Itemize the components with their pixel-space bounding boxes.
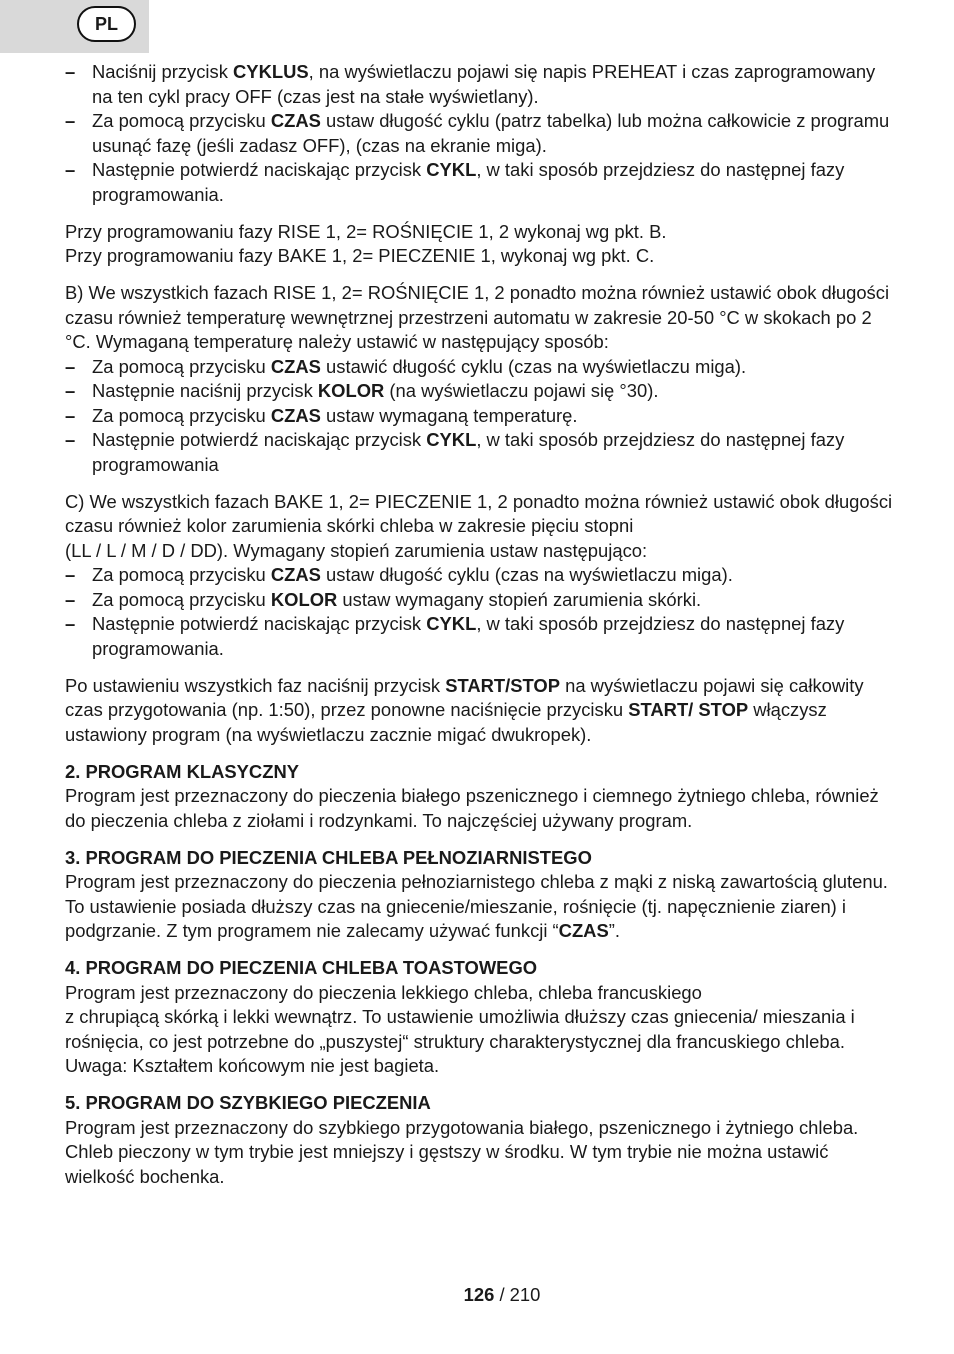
program-3-text: Program jest przeznaczony do pieczenia pełnoziarnistego chleba z mąki z niską zawartością glutenu. To ustawienie posiada dłuższy czas na gniecenie/mieszanie, rośnięcie (tj. napęcznienie ziaren) i podgrzanie. Z tym programem nie zalecamy używać funkcji “CZAS”. bbox=[65, 871, 888, 941]
program-2-text: Program jest przeznaczony do pieczenia białego pszenicznego i ciemnego żytniego chleba, również do pieczenia chleba z ziołami i rodzynkami. To najczęściej używany program. bbox=[65, 785, 879, 831]
list-item: – Za pomocą przycisku KOLOR ustaw wymagany stopień zarumienia skórki. bbox=[65, 588, 895, 613]
list-item: – Następnie potwierdź naciskając przycisk CYKL, w taki sposób przejdziesz do następnej fazy programowania bbox=[65, 428, 895, 477]
language-tab bbox=[0, 0, 149, 53]
list-item: – Następnie potwierdź naciskając przycisk CYKL, w taki sposób przejdziesz do następnej fazy programowania. bbox=[65, 612, 895, 661]
section-b-list bbox=[65, 355, 895, 478]
language-badge: PL bbox=[77, 6, 136, 42]
list-item: – Za pomocą przycisku CZAS ustaw długość cyklu (czas na wyświetlaczu miga). bbox=[65, 563, 895, 588]
list-a bbox=[65, 60, 895, 207]
list-item: – Następnie potwierdź naciskając przycisk CYKL, w taki sposób przejdziesz do następnej fazy programowania. bbox=[65, 158, 895, 207]
section-c-list bbox=[65, 563, 895, 661]
current-page: 126 bbox=[463, 1284, 495, 1305]
program-4-heading: 4. PROGRAM DO PIECZENIA CHLEBA TOASTOWEGO bbox=[65, 957, 538, 978]
list-item: – Naciśnij przycisk CYKLUS, na wyświetlaczu pojawi się napis PREHEAT i czas zaprogramowany na ten cykl pracy OFF (czas jest na stałe wyświetlany). bbox=[65, 60, 895, 109]
start-stop-paragraph: Po ustawieniu wszystkich faz naciśnij przycisk START/STOP na wyświetlaczu pojawi się całkowity czas przygotowania (np. 1:50), przez ponowne naciśnięcie przycisku START/ STOP włączysz ustawiony program (na wyświetlaczu zacznie migać dwukropek). bbox=[65, 674, 864, 745]
program-4-text-line1: Program jest przeznaczony do pieczenia lekkiego chleba, chleba francuskiego bbox=[65, 981, 702, 1003]
program-5-heading: 5. PROGRAM DO SZYBKIEGO PIECZENIA bbox=[65, 1092, 431, 1113]
total-pages: / 210 bbox=[499, 1284, 541, 1305]
section-b-intro: B) We wszystkich fazach RISE 1, 2= ROŚNIĘCIE 1, 2 ponadto można również ustawić obok długości czasu również temperaturę wewnętrznej przestrzeni automatu w zakresie 20-50 °C w skokach po 2 °C. Wymaganą temperaturę należy ustawić w następujący sposób: bbox=[65, 282, 890, 352]
page-number bbox=[0, 1283, 954, 1308]
program-3-heading: 3. PROGRAM DO PIECZENIA CHLEBA PEŁNOZIARNISTEGO bbox=[65, 846, 592, 868]
page-content bbox=[65, 60, 895, 1189]
program-2-heading: 2. PROGRAM KLASYCZNY bbox=[65, 760, 299, 782]
list-item: – Za pomocą przycisku CZAS ustaw wymaganą temperaturę. bbox=[65, 404, 895, 429]
list-item: – Za pomocą przycisku CZAS ustaw długość cyklu (patrz tabelka) lub można całkowicie z programu usunąć fazę (jeśli zadasz OFF), (czas na ekranie miga). bbox=[65, 109, 895, 158]
list-item: – Za pomocą przycisku CZAS ustawić długość cyklu (czas na wyświetlaczu miga). bbox=[65, 355, 895, 380]
program-5-text: Program jest przeznaczony do szybkiego przygotowania białego, pszenicznego i żytniego chleba. Chleb pieczony w tym trybie jest mniejszy i gęstszy w środku. W tym trybie nie można ustawić wielkość bochenka. bbox=[65, 1116, 859, 1187]
section-c-intro: C) We wszystkich fazach BAKE 1, 2= PIECZENIE 1, 2 ponadto można również ustawić obok długości czasu również kolor zarumienia skórki chleba w zakresie pięciu stopni bbox=[65, 490, 893, 536]
section-c-intro-range: (LL / L / M / D / DD). Wymagany stopień zarumienia ustaw następująco: bbox=[65, 539, 648, 561]
program-4-text: z chrupiącą skórką i lekki wewnątrz. To ustawienie umożliwia dłuższy czas gniecenia/ mieszania i rośnięcia, co jest potrzebne do „puszystej“ struktury charakterystycznej dla francuskiego chleba. Uwaga: Kształtem końcowym nie jest bagieta. bbox=[65, 1006, 855, 1076]
list-item: – Następnie naciśnij przycisk KOLOR (na wyświetlaczu pojawi się °30). bbox=[65, 379, 895, 404]
bake-instruction: Przy programowaniu fazy BAKE 1, 2= PIECZENIE 1, wykonaj wg pkt. C. bbox=[65, 245, 655, 266]
rise-instruction: Przy programowaniu fazy RISE 1, 2= ROŚNIĘCIE 1, 2 wykonaj wg pkt. B. bbox=[65, 220, 667, 242]
